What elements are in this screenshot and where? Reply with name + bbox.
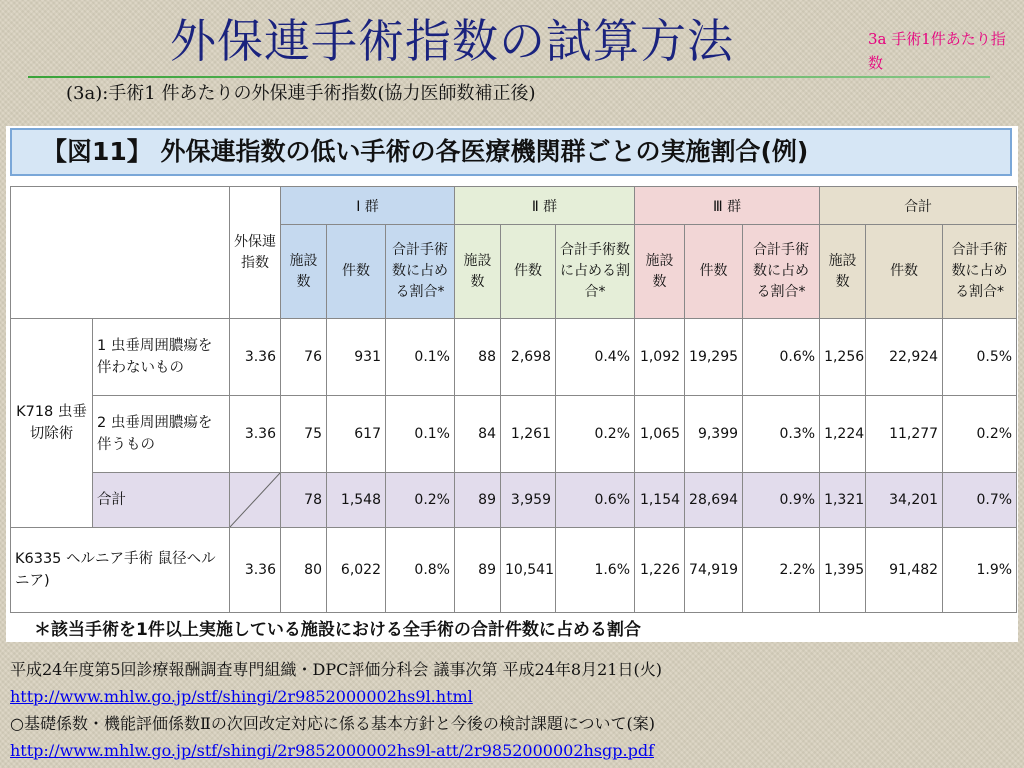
subheader-share: 合計手術数に占める割合*: [386, 225, 455, 319]
subheader-facilities: 施設数: [281, 225, 327, 319]
cell-g1-cases: 617: [327, 396, 386, 473]
cell-g1-share: 0.8%: [386, 528, 455, 613]
subheader-facilities: 施設数: [820, 225, 866, 319]
cell-g1-cases: 1,548: [327, 473, 386, 528]
cell-g1-cases: 931: [327, 319, 386, 396]
header-group-total: 合計: [820, 187, 1017, 225]
source-line-1: 平成24年度第5回診療報酬調査専門組織・DPC評価分科会 議事次第 平成24年8月21日(火): [10, 660, 662, 679]
slide-subtitle: (3a):手術1 件あたりの外保連手術指数(協力医師数補正後): [66, 83, 536, 104]
cell-g3-cases: 74,919: [685, 528, 743, 613]
cell-g1-facilities: 76: [281, 319, 327, 396]
cell-index: 3.36: [230, 319, 281, 396]
cell-g2-cases: 2,698: [501, 319, 556, 396]
cell-total-facilities: 1,395: [820, 528, 866, 613]
cell-g3-share: 0.3%: [743, 396, 820, 473]
table-footnote: ＊該当手術を1件以上実施している施設における全手術の合計件数に占める割合: [34, 620, 641, 640]
header-index: 外保連指数: [230, 187, 281, 319]
row-label: 合計: [93, 473, 230, 528]
header-group-2: Ⅱ 群: [455, 187, 635, 225]
subheader-facilities: 施設数: [635, 225, 685, 319]
cell-g3-facilities: 1,154: [635, 473, 685, 528]
table-header-row: [11, 187, 1017, 225]
surgery-share-table: [10, 186, 1017, 613]
source-block: [10, 656, 1014, 764]
subheader-cases: 件数: [866, 225, 943, 319]
header-group-3: Ⅲ 群: [635, 187, 820, 225]
procedure-label-k6335: K6335 ヘルニア手術 鼠径ヘルニア): [11, 528, 230, 613]
cell-g3-facilities: 1,092: [635, 319, 685, 396]
subheader-facilities: 施設数: [455, 225, 501, 319]
source-line-2: ○基礎係数・機能評価係数Ⅱの次回改定対応に係る基本方針と今後の検討課題について(案): [10, 714, 656, 733]
cell-g2-share: 1.6%: [556, 528, 635, 613]
cell-g1-share: 0.1%: [386, 396, 455, 473]
cell-g3-share: 2.2%: [743, 528, 820, 613]
table-row: [11, 396, 1017, 473]
cell-total-share: 0.7%: [943, 473, 1017, 528]
cell-index: 3.36: [230, 528, 281, 613]
cell-g3-cases: 19,295: [685, 319, 743, 396]
cell-total-cases: 11,277: [866, 396, 943, 473]
cell-g2-facilities: 84: [455, 396, 501, 473]
procedure-label-k718: K718 虫垂切除術: [11, 319, 93, 528]
subheader-cases: 件数: [685, 225, 743, 319]
cell-g1-share: 0.1%: [386, 319, 455, 396]
subheader-cases: 件数: [327, 225, 386, 319]
cell-g3-cases: 28,694: [685, 473, 743, 528]
cell-index: 3.36: [230, 396, 281, 473]
cell-g2-facilities: 88: [455, 319, 501, 396]
cell-g2-facilities: 89: [455, 528, 501, 613]
diagonal-slash: [230, 473, 280, 527]
cell-total-cases: 91,482: [866, 528, 943, 613]
source-link-1[interactable]: http://www.mhlw.go.jp/stf/shingi/2r9852000002hs9l.html: [10, 687, 473, 706]
cell-total-facilities: 1,321: [820, 473, 866, 528]
subheader-cases: 件数: [501, 225, 556, 319]
cell-g1-cases: 6,022: [327, 528, 386, 613]
table-row: [11, 319, 1017, 396]
cell-g2-share: 0.6%: [556, 473, 635, 528]
cell-total-facilities: 1,256: [820, 319, 866, 396]
slide-title: 外保連手術指数の試算方法: [170, 14, 734, 68]
figure-header: 【図11】 外保連指数の低い手術の各医療機関群ごとの実施割合(例): [10, 128, 1012, 176]
subheader-share: 合計手術数に占める割合*: [743, 225, 820, 319]
title-divider: [28, 76, 990, 78]
cell-g2-cases: 10,541: [501, 528, 556, 613]
cell-g1-facilities: 75: [281, 396, 327, 473]
cell-total-share: 0.5%: [943, 319, 1017, 396]
cell-g1-facilities: 78: [281, 473, 327, 528]
cell-g3-facilities: 1,065: [635, 396, 685, 473]
cell-g2-share: 0.4%: [556, 319, 635, 396]
table-row-subtotal: [11, 473, 1017, 528]
cell-total-facilities: 1,224: [820, 396, 866, 473]
cell-g2-facilities: 89: [455, 473, 501, 528]
figure-panel: [6, 126, 1018, 642]
cell-g3-share: 0.6%: [743, 319, 820, 396]
cell-total-cases: 34,201: [866, 473, 943, 528]
cell-total-cases: 22,924: [866, 319, 943, 396]
cell-total-share: 1.9%: [943, 528, 1017, 613]
row-label: 1 虫垂周囲膿瘍を伴わないもの: [93, 319, 230, 396]
cell-g3-share: 0.9%: [743, 473, 820, 528]
subheader-share: 合計手術数に占める割合*: [556, 225, 635, 319]
corner-note: 3a 手術1件あたり指数: [868, 30, 1006, 72]
cell-g3-facilities: 1,226: [635, 528, 685, 613]
subheader-share: 合計手術数に占める割合*: [943, 225, 1017, 319]
cell-g1-facilities: 80: [281, 528, 327, 613]
header-blank: [11, 187, 230, 319]
cell-g1-share: 0.2%: [386, 473, 455, 528]
header-group-1: Ⅰ 群: [281, 187, 455, 225]
source-link-2[interactable]: http://www.mhlw.go.jp/stf/shingi/2r9852000002hs9l-att/2r9852000002hsgp.pdf: [10, 741, 654, 760]
table-row: [11, 528, 1017, 613]
cell-total-share: 0.2%: [943, 396, 1017, 473]
row-label: 2 虫垂周囲膿瘍を伴うもの: [93, 396, 230, 473]
cell-g2-cases: 1,261: [501, 396, 556, 473]
cell-g3-cases: 9,399: [685, 396, 743, 473]
cell-g2-share: 0.2%: [556, 396, 635, 473]
cell-g2-cases: 3,959: [501, 473, 556, 528]
cell-index-blank: [230, 473, 281, 528]
